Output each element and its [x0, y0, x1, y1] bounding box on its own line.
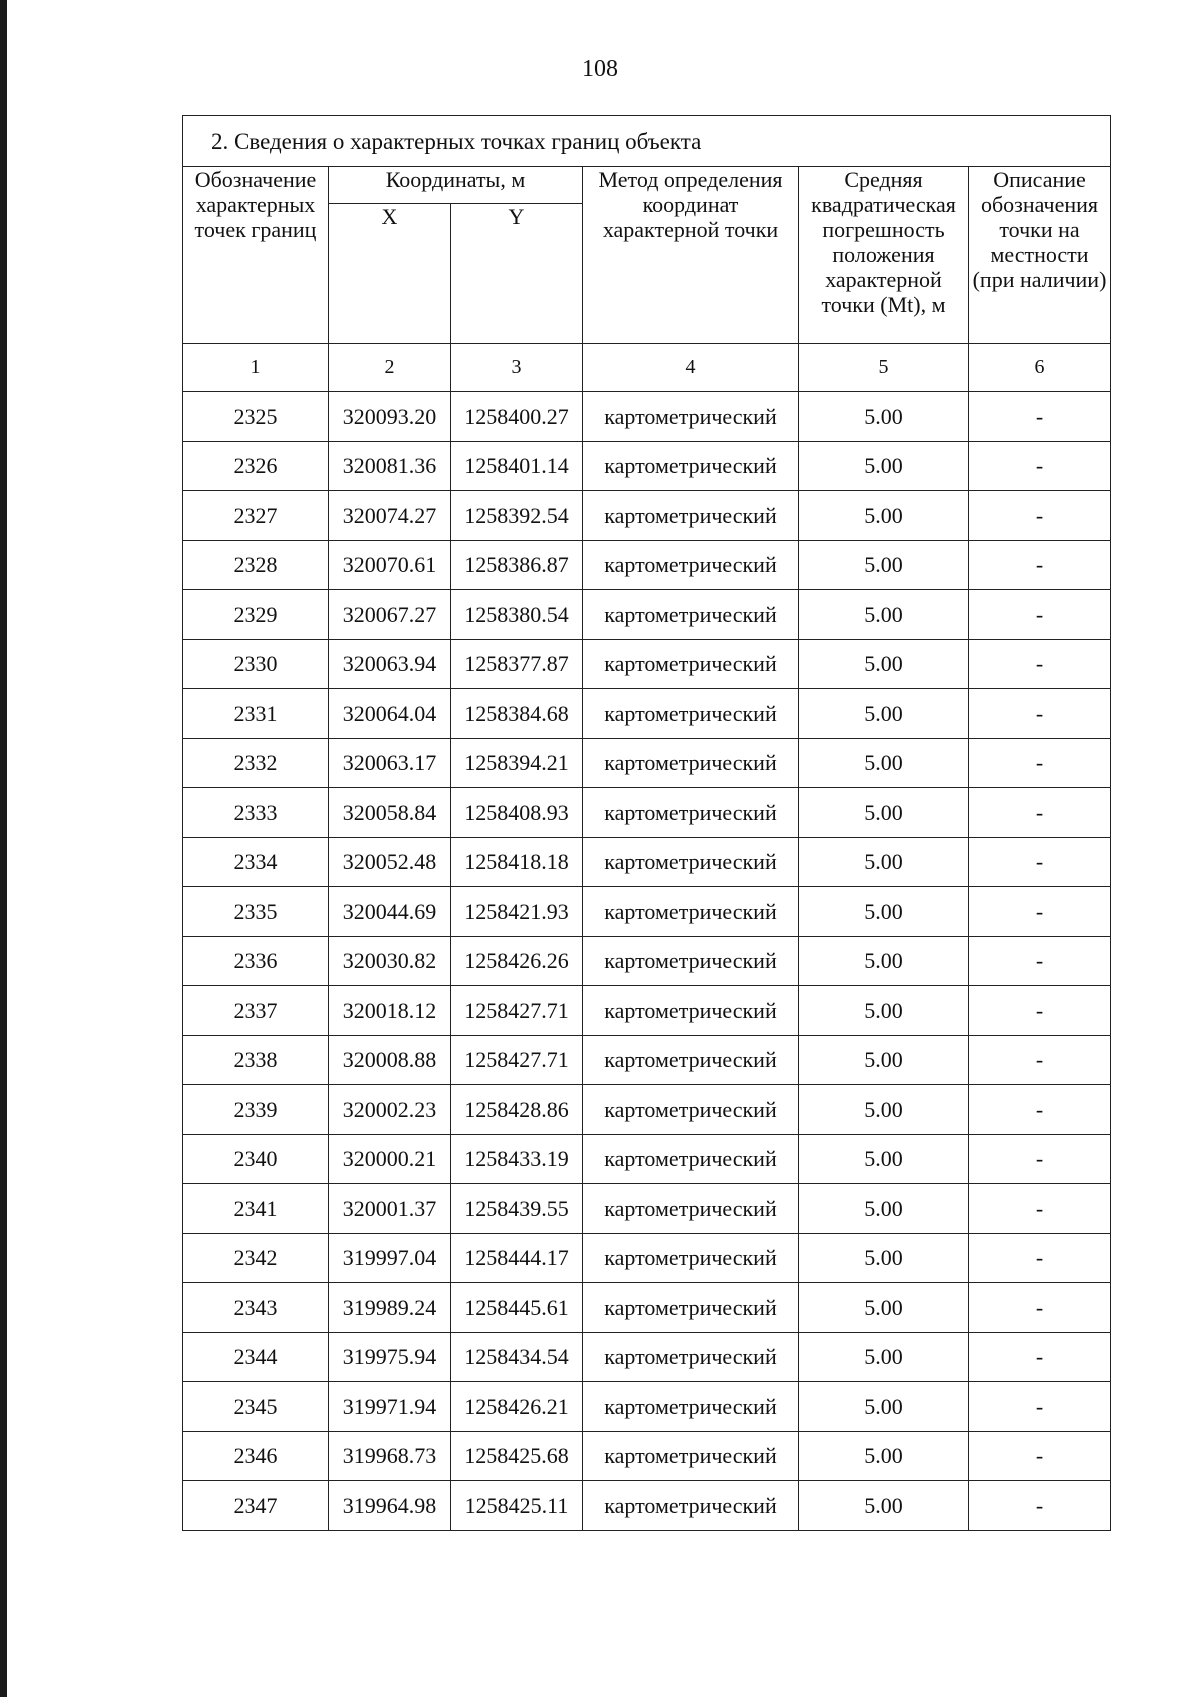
method-cell: картометрический: [583, 491, 799, 541]
description-cell: -: [969, 540, 1111, 590]
point-id-cell: 2333: [183, 788, 329, 838]
description-cell: -: [969, 887, 1111, 937]
point-id-cell: 2344: [183, 1332, 329, 1382]
table-row: [183, 392, 1111, 442]
method-cell: картометрический: [583, 590, 799, 640]
coord-x-cell: 319964.98: [329, 1481, 451, 1531]
coord-y-cell: 1258426.26: [451, 936, 583, 986]
error-mt-cell: 5.00: [799, 936, 969, 986]
method-cell: картометрический: [583, 1233, 799, 1283]
coord-y-cell: 1258425.11: [451, 1481, 583, 1531]
description-cell: -: [969, 738, 1111, 788]
method-cell: картометрический: [583, 986, 799, 1036]
coord-y-cell: 1258445.61: [451, 1283, 583, 1333]
coord-y-cell: 1258425.68: [451, 1431, 583, 1481]
table-row: [183, 936, 1111, 986]
point-id-cell: 2342: [183, 1233, 329, 1283]
header-coordinates: Координаты, м: [329, 167, 583, 204]
method-cell: картометрический: [583, 936, 799, 986]
coord-x-cell: 320000.21: [329, 1134, 451, 1184]
point-id-cell: 2338: [183, 1035, 329, 1085]
error-mt-cell: 5.00: [799, 837, 969, 887]
method-cell: картометрический: [583, 1283, 799, 1333]
point-id-cell: 2332: [183, 738, 329, 788]
table-row: [183, 639, 1111, 689]
coord-x-cell: 319971.94: [329, 1382, 451, 1432]
error-mt-cell: 5.00: [799, 1382, 969, 1432]
point-id-cell: 2343: [183, 1283, 329, 1333]
coord-y-cell: 1258386.87: [451, 540, 583, 590]
point-id-cell: 2337: [183, 986, 329, 1036]
description-cell: -: [969, 788, 1111, 838]
coord-x-cell: 320044.69: [329, 887, 451, 937]
header-designation: Обозначение характерных точек границ: [183, 167, 329, 344]
description-cell: -: [969, 1035, 1111, 1085]
column-number: 5: [799, 344, 969, 392]
coord-x-cell: 320058.84: [329, 788, 451, 838]
column-number: 3: [451, 344, 583, 392]
description-cell: -: [969, 837, 1111, 887]
method-cell: картометрический: [583, 738, 799, 788]
point-id-cell: 2334: [183, 837, 329, 887]
coord-x-cell: 320002.23: [329, 1085, 451, 1135]
description-cell: -: [969, 1332, 1111, 1382]
coord-x-cell: 320067.27: [329, 590, 451, 640]
description-cell: -: [969, 491, 1111, 541]
table-row: [183, 689, 1111, 739]
method-cell: картометрический: [583, 441, 799, 491]
coord-x-cell: 320001.37: [329, 1184, 451, 1234]
description-cell: -: [969, 1283, 1111, 1333]
method-cell: картометрический: [583, 1431, 799, 1481]
coord-y-cell: 1258426.21: [451, 1382, 583, 1432]
method-cell: картометрический: [583, 1184, 799, 1234]
coord-x-cell: 320070.61: [329, 540, 451, 590]
table-row: [183, 1134, 1111, 1184]
point-id-cell: 2328: [183, 540, 329, 590]
column-number-row: [183, 344, 1111, 392]
description-cell: -: [969, 590, 1111, 640]
coord-y-cell: 1258444.17: [451, 1233, 583, 1283]
header-description: Описание обозначения точки на местности (при наличии): [969, 167, 1111, 344]
header-y: Y: [451, 204, 583, 344]
table-row: [183, 1035, 1111, 1085]
point-id-cell: 2326: [183, 441, 329, 491]
table-row: [183, 1481, 1111, 1531]
coord-y-cell: 1258421.93: [451, 887, 583, 937]
table-row: [183, 887, 1111, 937]
method-cell: картометрический: [583, 1382, 799, 1432]
table-body: [183, 392, 1111, 1531]
point-id-cell: 2339: [183, 1085, 329, 1135]
coord-x-cell: 320052.48: [329, 837, 451, 887]
coord-y-cell: 1258427.71: [451, 986, 583, 1036]
table-row: [183, 1184, 1111, 1234]
method-cell: картометрический: [583, 1134, 799, 1184]
error-mt-cell: 5.00: [799, 590, 969, 640]
method-cell: картометрический: [583, 1035, 799, 1085]
coord-y-cell: 1258428.86: [451, 1085, 583, 1135]
error-mt-cell: 5.00: [799, 986, 969, 1036]
point-id-cell: 2331: [183, 689, 329, 739]
error-mt-cell: 5.00: [799, 1085, 969, 1135]
method-cell: картометрический: [583, 1332, 799, 1382]
error-mt-cell: 5.00: [799, 689, 969, 739]
coord-x-cell: 320074.27: [329, 491, 451, 541]
description-cell: -: [969, 441, 1111, 491]
coord-y-cell: 1258408.93: [451, 788, 583, 838]
description-cell: -: [969, 1481, 1111, 1531]
coord-x-cell: 319968.73: [329, 1431, 451, 1481]
table-title: 2. Сведения о характерных точках границ объекта: [183, 116, 1111, 167]
table-row: [183, 491, 1111, 541]
description-cell: -: [969, 1134, 1111, 1184]
table-row: [183, 1382, 1111, 1432]
coord-y-cell: 1258377.87: [451, 639, 583, 689]
coord-y-cell: 1258418.18: [451, 837, 583, 887]
method-cell: картометрический: [583, 887, 799, 937]
coord-x-cell: 320008.88: [329, 1035, 451, 1085]
scan-edge-bar: [0, 0, 7, 1697]
error-mt-cell: 5.00: [799, 1332, 969, 1382]
coord-x-cell: 320064.04: [329, 689, 451, 739]
column-number: 1: [183, 344, 329, 392]
point-id-cell: 2329: [183, 590, 329, 640]
error-mt-cell: 5.00: [799, 491, 969, 541]
boundary-points-table: [182, 115, 1111, 1531]
method-cell: картометрический: [583, 788, 799, 838]
table-row: [183, 1283, 1111, 1333]
table-row: [183, 788, 1111, 838]
table-row: [183, 1431, 1111, 1481]
description-cell: -: [969, 1233, 1111, 1283]
point-id-cell: 2340: [183, 1134, 329, 1184]
description-cell: -: [969, 936, 1111, 986]
coord-y-cell: 1258433.19: [451, 1134, 583, 1184]
coord-x-cell: 320063.17: [329, 738, 451, 788]
table-row: [183, 590, 1111, 640]
error-mt-cell: 5.00: [799, 540, 969, 590]
page-number: 108: [582, 56, 618, 82]
description-cell: -: [969, 986, 1111, 1036]
method-cell: картометрический: [583, 689, 799, 739]
error-mt-cell: 5.00: [799, 738, 969, 788]
coord-y-cell: 1258439.55: [451, 1184, 583, 1234]
error-mt-cell: 5.00: [799, 392, 969, 442]
table-row: [183, 1085, 1111, 1135]
header-x: X: [329, 204, 451, 344]
point-id-cell: 2336: [183, 936, 329, 986]
method-cell: картометрический: [583, 540, 799, 590]
method-cell: картометрический: [583, 392, 799, 442]
error-mt-cell: 5.00: [799, 1283, 969, 1333]
coord-x-cell: 320081.36: [329, 441, 451, 491]
method-cell: картометрический: [583, 639, 799, 689]
point-id-cell: 2327: [183, 491, 329, 541]
coord-x-cell: 320018.12: [329, 986, 451, 1036]
coord-y-cell: 1258392.54: [451, 491, 583, 541]
error-mt-cell: 5.00: [799, 1134, 969, 1184]
error-mt-cell: 5.00: [799, 1035, 969, 1085]
coord-y-cell: 1258384.68: [451, 689, 583, 739]
error-mt-cell: 5.00: [799, 1233, 969, 1283]
column-number: 4: [583, 344, 799, 392]
table-row: [183, 1233, 1111, 1283]
error-mt-cell: 5.00: [799, 1184, 969, 1234]
coord-x-cell: 320063.94: [329, 639, 451, 689]
error-mt-cell: 5.00: [799, 1481, 969, 1531]
table-row: [183, 837, 1111, 887]
coord-y-cell: 1258400.27: [451, 392, 583, 442]
description-cell: -: [969, 1382, 1111, 1432]
point-id-cell: 2325: [183, 392, 329, 442]
coord-y-cell: 1258394.21: [451, 738, 583, 788]
table-row: [183, 738, 1111, 788]
column-number: 6: [969, 344, 1111, 392]
table-row: [183, 540, 1111, 590]
column-number: 2: [329, 344, 451, 392]
coord-y-cell: 1258427.71: [451, 1035, 583, 1085]
point-id-cell: 2341: [183, 1184, 329, 1234]
coord-x-cell: 319997.04: [329, 1233, 451, 1283]
coord-y-cell: 1258380.54: [451, 590, 583, 640]
error-mt-cell: 5.00: [799, 441, 969, 491]
table-row: [183, 986, 1111, 1036]
coord-y-cell: 1258434.54: [451, 1332, 583, 1382]
point-id-cell: 2347: [183, 1481, 329, 1531]
description-cell: -: [969, 1184, 1111, 1234]
table-row: [183, 1332, 1111, 1382]
error-mt-cell: 5.00: [799, 639, 969, 689]
error-mt-cell: 5.00: [799, 1431, 969, 1481]
coord-y-cell: 1258401.14: [451, 441, 583, 491]
coord-x-cell: 319975.94: [329, 1332, 451, 1382]
error-mt-cell: 5.00: [799, 788, 969, 838]
method-cell: картометрический: [583, 1085, 799, 1135]
coord-x-cell: 320093.20: [329, 392, 451, 442]
method-cell: картометрический: [583, 1481, 799, 1531]
description-cell: -: [969, 689, 1111, 739]
description-cell: -: [969, 1431, 1111, 1481]
point-id-cell: 2345: [183, 1382, 329, 1432]
coord-x-cell: 320030.82: [329, 936, 451, 986]
table-row: [183, 441, 1111, 491]
description-cell: -: [969, 392, 1111, 442]
coord-x-cell: 319989.24: [329, 1283, 451, 1333]
point-id-cell: 2335: [183, 887, 329, 937]
header-error: Средняя квадратическая погрешность положения характерной точки (Mt), м: [799, 167, 969, 344]
point-id-cell: 2346: [183, 1431, 329, 1481]
error-mt-cell: 5.00: [799, 887, 969, 937]
description-cell: -: [969, 639, 1111, 689]
description-cell: -: [969, 1085, 1111, 1135]
method-cell: картометрический: [583, 837, 799, 887]
header-method: Метод определения координат характерной точки: [583, 167, 799, 344]
point-id-cell: 2330: [183, 639, 329, 689]
